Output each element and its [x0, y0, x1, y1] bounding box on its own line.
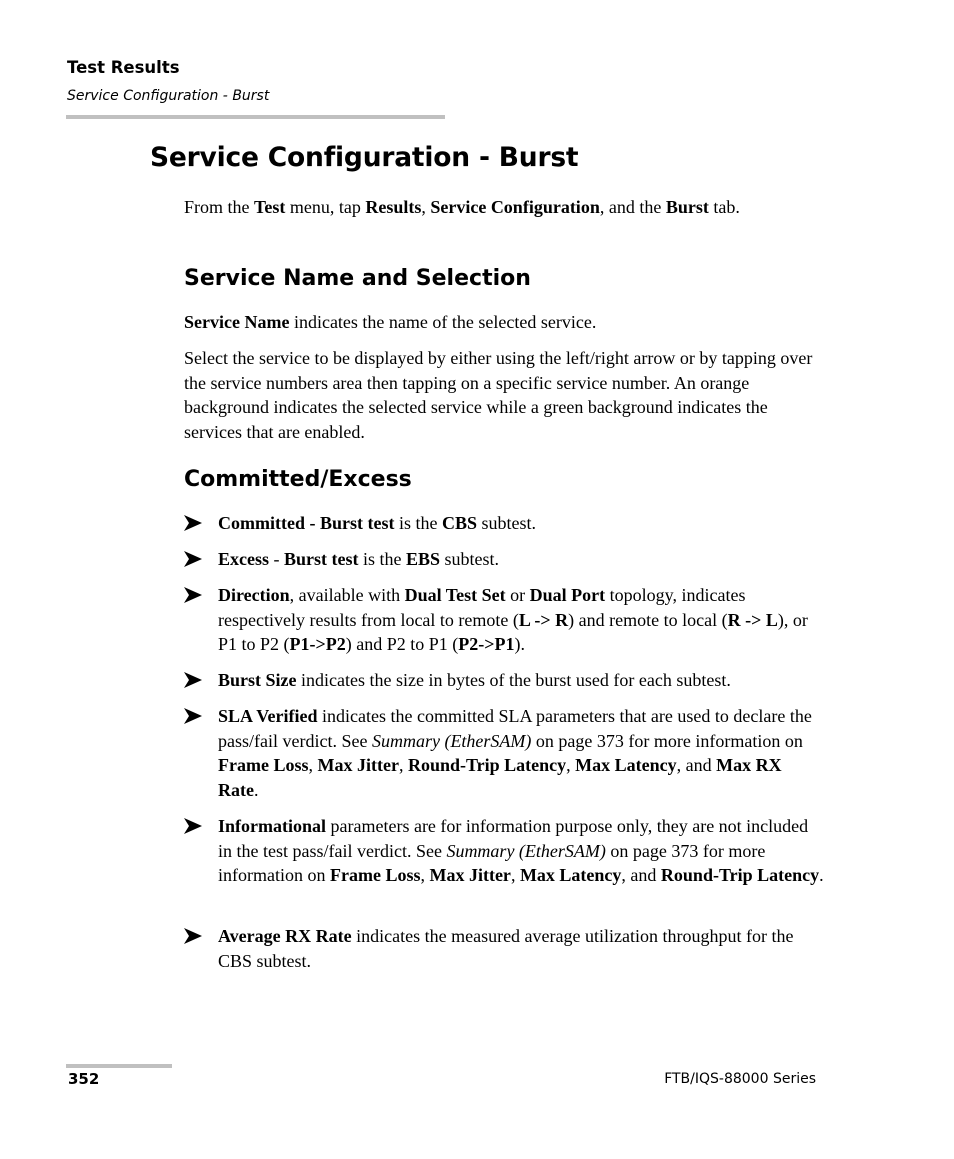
page-title: Service Configuration - Burst: [150, 142, 579, 173]
summary-ethersam-link[interactable]: Summary (EtherSAM): [371, 730, 532, 751]
page-number: 352: [68, 1070, 100, 1088]
arrow-bullet-icon: [184, 551, 202, 567]
bullet-informational: Informational parameters are for information purpose only, they are not included in the test pass/fail verdict. See Summary (EtherSAM) on page 373 for more information on Frame Loss, Max Jitter, Max Latency, and Round-Trip Latency.: [184, 814, 824, 888]
header-rule: [66, 115, 445, 119]
bullet-burst-size: Burst Size indicates the size in bytes of the burst used for each subtest.: [184, 668, 824, 693]
arrow-bullet-icon: [184, 708, 202, 724]
running-header-title: Test Results: [67, 58, 180, 77]
intro-paragraph: From the Test menu, tap Results, Service Configuration, and the Burst tab.: [184, 197, 740, 217]
section-heading-committed-excess: Committed/Excess: [184, 467, 412, 492]
bullet-committed: Committed - Burst test is the CBS subtest.: [184, 511, 824, 536]
section-heading-service-name: Service Name and Selection: [184, 266, 531, 291]
bullet-sla-verified: SLA Verified indicates the committed SLA parameters that are used to declare the pass/fail verdict. See Summary (EtherSAM) on page 373 for more information on Frame Loss, Max Jitter, Round-Trip Latency, Max Latency, and Max RX Rate.: [184, 704, 824, 802]
service-selection-paragraph: Select the service to be displayed by either using the left/right arrow or by tapping over the service numbers area then tapping on a specific service number. An orange background indicates the selected service while a green background indicates the services that are enabled.: [184, 348, 813, 442]
arrow-bullet-icon: [184, 587, 202, 603]
arrow-bullet-icon: [184, 928, 202, 944]
service-name-paragraph: Service Name indicates the name of the selected service.: [184, 312, 597, 332]
arrow-bullet-icon: [184, 515, 202, 531]
summary-ethersam-link[interactable]: Summary (EtherSAM): [446, 840, 606, 861]
running-header-subtitle: Service Configuration - Burst: [67, 88, 270, 104]
bullet-direction: Direction, available with Dual Test Set or Dual Port topology, indicates respectively results from local to remote (L -> R) and remote to local (R -> L), or P1 to P2 (P1->P2) and P2 to P1 (P2->P1).: [184, 583, 824, 657]
bullet-average-rx-rate: Average RX Rate indicates the measured average utilization throughput for the CBS subtest.: [184, 924, 824, 973]
arrow-bullet-icon: [184, 672, 202, 688]
bullet-excess: Excess - Burst test is the EBS subtest.: [184, 547, 824, 572]
product-series: FTB/IQS-88000 Series: [664, 1071, 816, 1087]
footer-rule: [66, 1064, 172, 1068]
arrow-bullet-icon: [184, 818, 202, 834]
